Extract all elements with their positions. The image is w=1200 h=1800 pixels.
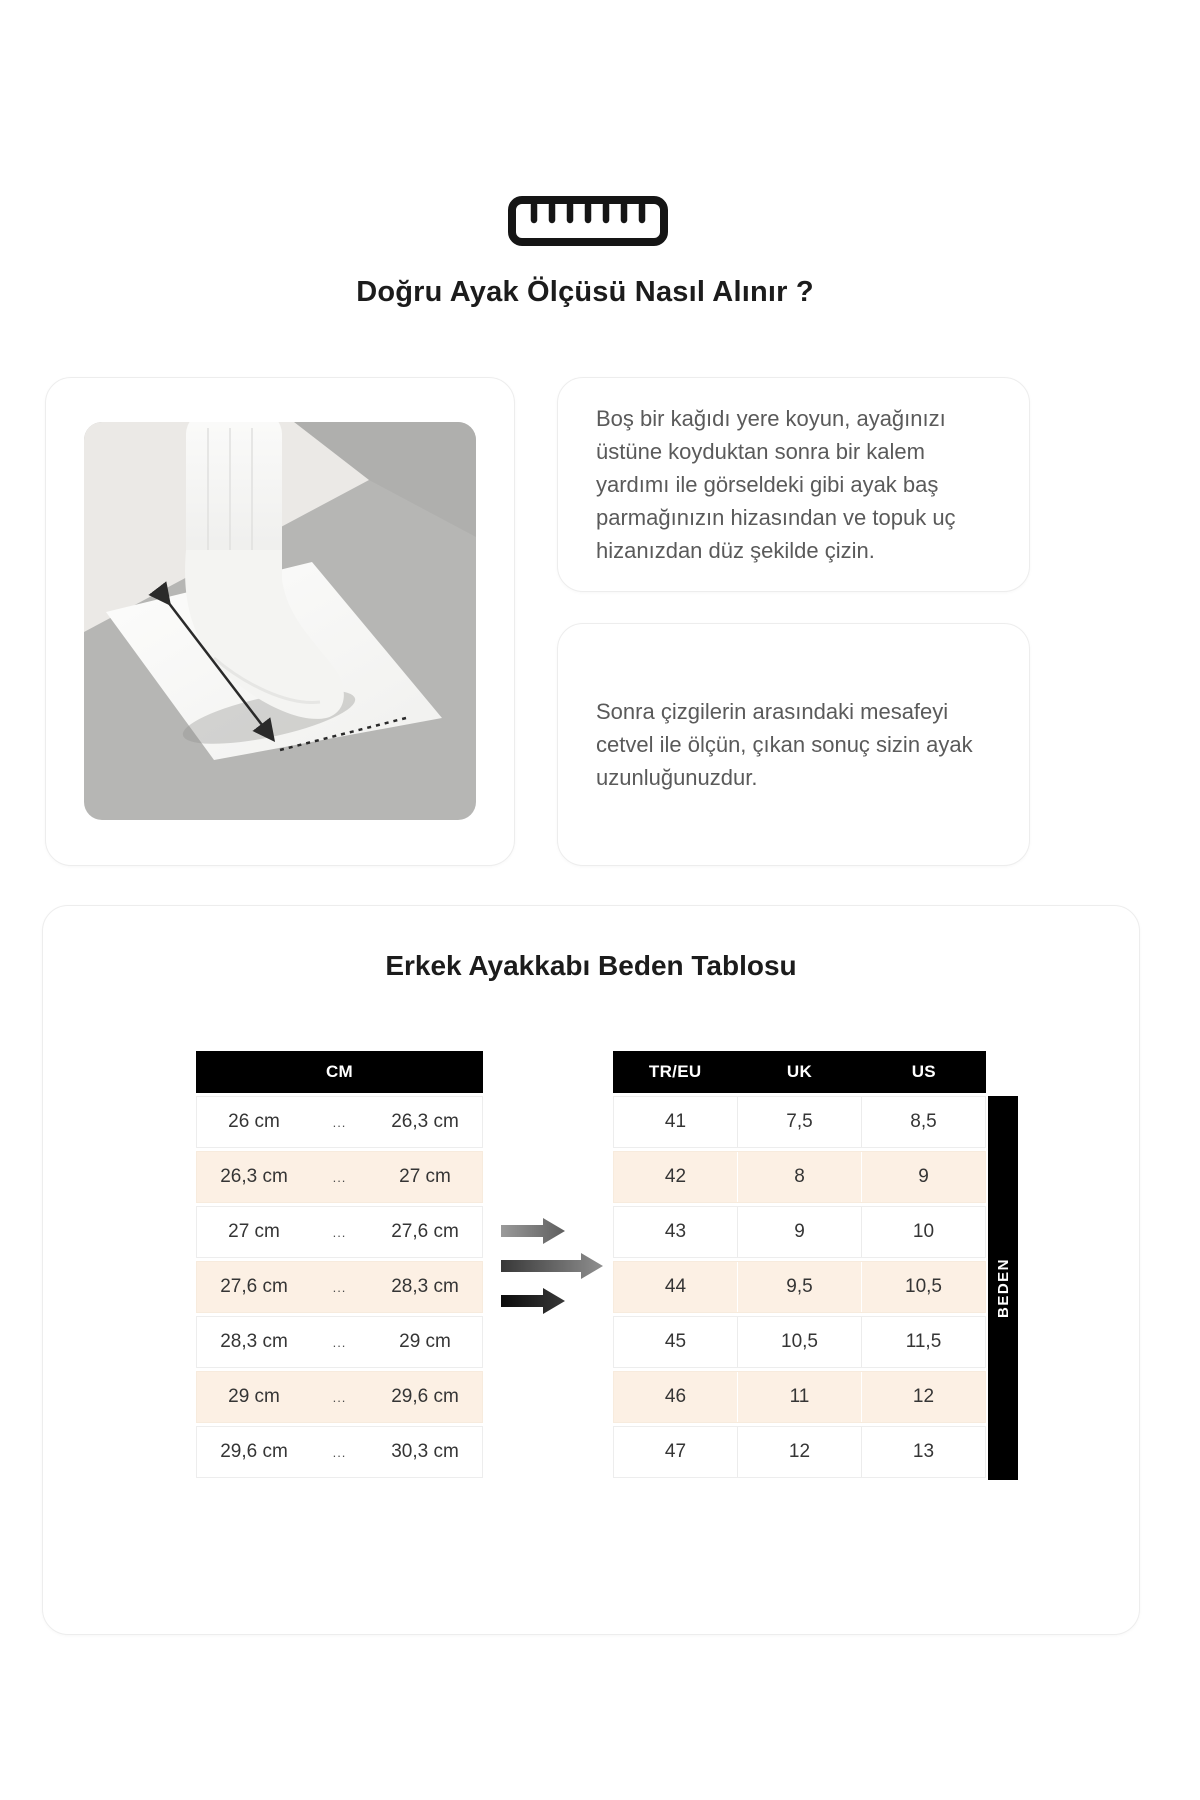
cm-from: 29 cm: [228, 1386, 280, 1407]
cm-row: [196, 1096, 483, 1148]
range-separator: ...: [332, 1279, 347, 1295]
col-header-us: US: [911, 1062, 936, 1081]
beden-label: BEDEN: [994, 1257, 1012, 1318]
size-chart-card: [42, 905, 1140, 1635]
col-header-tr-eu: TR/EU: [648, 1062, 702, 1081]
measurement-photo-card: [45, 377, 515, 866]
uk-value: 12: [737, 1427, 861, 1477]
cm-row: [196, 1426, 483, 1478]
us-value: 10: [861, 1207, 985, 1257]
transfer-arrows-icon: [501, 1218, 603, 1318]
beden-side-bar: [988, 1096, 1018, 1480]
uk-value: 7,5: [737, 1097, 861, 1147]
size-table: [613, 1051, 986, 1478]
cm-from: 26 cm: [228, 1111, 280, 1132]
size-row: [613, 1371, 986, 1423]
range-separator: ...: [332, 1114, 347, 1130]
foot-measurement-photo: [84, 422, 476, 820]
cm-to: 29,6 cm: [391, 1386, 459, 1407]
cm-from: 28,3 cm: [220, 1331, 288, 1352]
cm-row: [196, 1206, 483, 1258]
cm-to: 29 cm: [399, 1331, 451, 1352]
instruction-step-1: Boş bir kağıdı yere koyun, ayağınızı üstüne koyduktan sonra bir kalem yardımı ile görseldeki gibi ayak baş parmağınızın hizasından ve topuk uç hizanızdan düz şekilde çizin.: [596, 406, 956, 563]
cm-from: 26,3 cm: [220, 1166, 288, 1187]
tr-eu-value: 42: [664, 1166, 687, 1187]
size-row: [613, 1316, 986, 1368]
range-separator: ...: [332, 1444, 347, 1460]
cm-row: [196, 1316, 483, 1368]
uk-value: 8: [737, 1152, 861, 1202]
uk-value: 9,5: [737, 1262, 861, 1312]
cm-row: [196, 1371, 483, 1423]
cm-row: [196, 1261, 483, 1313]
us-value: 12: [861, 1372, 985, 1422]
range-separator: ...: [332, 1334, 347, 1350]
cm-from: 27 cm: [228, 1221, 280, 1242]
page-title: Doğru Ayak Ölçüsü Nasıl Alınır ?: [356, 276, 814, 308]
uk-value: 10,5: [737, 1317, 861, 1367]
cm-to: 28,3 cm: [391, 1276, 459, 1297]
us-value: 8,5: [861, 1097, 985, 1147]
cm-table-header: CM: [196, 1051, 483, 1093]
us-value: 10,5: [861, 1262, 985, 1312]
size-row: [613, 1096, 986, 1148]
cm-to: 27 cm: [399, 1166, 451, 1187]
tr-eu-value: 44: [664, 1276, 687, 1297]
tr-eu-value: 47: [664, 1441, 687, 1462]
size-row: [613, 1261, 986, 1313]
us-value: 11,5: [861, 1317, 985, 1367]
size-table-header: [613, 1051, 986, 1093]
tr-eu-value: 45: [664, 1331, 687, 1352]
us-value: 13: [861, 1427, 985, 1477]
range-separator: ...: [332, 1224, 347, 1240]
cm-table: [196, 1051, 483, 1478]
size-chart-title: Erkek Ayakkabı Beden Tablosu: [385, 950, 797, 981]
size-row: [613, 1206, 986, 1258]
tr-eu-value: 46: [664, 1386, 687, 1407]
tr-eu-value: 41: [664, 1111, 687, 1132]
us-value: 9: [861, 1152, 985, 1202]
ruler-icon: [508, 196, 668, 246]
uk-value: 11: [737, 1372, 861, 1422]
instruction-step-2: Sonra çizgilerin arasındaki mesafeyi cetvel ile ölçün, çıkan sonuç sizin ayak uzunluğunuzdur.: [596, 699, 973, 790]
cm-to: 26,3 cm: [391, 1111, 459, 1132]
cm-to: 30,3 cm: [391, 1441, 459, 1462]
range-separator: ...: [332, 1169, 347, 1185]
cm-from: 27,6 cm: [220, 1276, 288, 1297]
cm-from: 29,6 cm: [220, 1441, 288, 1462]
cm-row: [196, 1151, 483, 1203]
size-row: [613, 1426, 986, 1478]
instruction-card-1: [557, 377, 1030, 592]
instruction-card-2: [557, 623, 1030, 866]
range-separator: ...: [332, 1389, 347, 1405]
uk-value: 9: [737, 1207, 861, 1257]
tr-eu-value: 43: [664, 1221, 687, 1242]
col-header-uk: UK: [786, 1062, 813, 1081]
size-row: [613, 1151, 986, 1203]
cm-to: 27,6 cm: [391, 1221, 459, 1242]
